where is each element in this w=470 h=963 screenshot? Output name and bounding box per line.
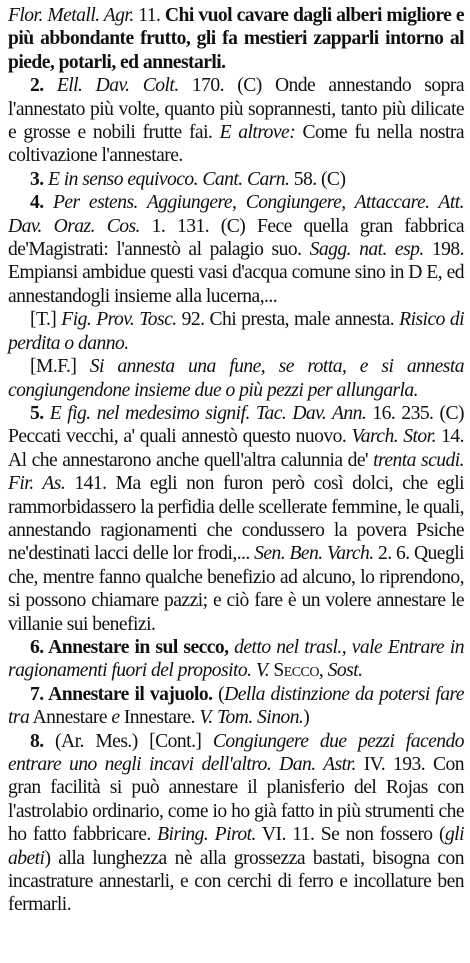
text-run: 170. (C) Onde annestando sopra l'annestato più volte, quanto più soprannesti, tanto più dilicate e grosse e nobili frutte fai. [8, 75, 464, 144]
entry-paragraph [8, 308, 464, 355]
text-run: trenta scudi. Fir. As. [8, 449, 464, 495]
entry-paragraph [8, 683, 464, 730]
entry-paragraph [8, 402, 464, 636]
entry-paragraph [8, 168, 464, 191]
text-run: [T.] [30, 309, 62, 331]
text-run: 6. Annestare in sul secco, [30, 636, 229, 658]
text-run: Sen. Ben. Varch. [254, 543, 374, 565]
text-run: 198. Empiansi ambidue questi vasi d'acqua comune sino in D E, ed annestandogli insieme alla lucerna,... [8, 239, 464, 307]
entry-paragraph [8, 4, 464, 74]
text-run: E fig. nel medesimo signif. Tac. Dav. Ann. [49, 402, 367, 424]
text-run: 14. Al che annestarono anche quell'altra calunnia de' [8, 426, 464, 471]
text-run: Fig. Prov. Tosc. [61, 309, 177, 331]
text-run: Flor. Metall. Agr. [8, 5, 134, 26]
text-run: VI. 11. Se non fossero ( [255, 824, 445, 846]
text-run: (Ar. Mes.) [Cont.] [55, 730, 213, 752]
text-run: Congiungere due pezzi facendo entrare uno negli incavi dell'altro. Dan. Astr. [8, 730, 464, 775]
text-run: 4. [30, 192, 53, 214]
text-run: e [111, 707, 120, 729]
text-run: gli abeti [8, 824, 464, 869]
text-run: Si annesta una fune, se rotta, e si annesta congiungendone insieme due o più pezzi per allungarla. [8, 356, 464, 401]
text-run: Varch. Stor. [351, 426, 436, 448]
text-run: Innestare. [119, 707, 200, 729]
text-run: ) [303, 707, 310, 729]
text-run: 1. 131. (C) Fece quella gran fabbrica de'Magistrati: l'annestò al palagio suo. [8, 215, 464, 261]
text-run: 8. [30, 730, 56, 752]
text-run: 2. [30, 75, 57, 97]
text-run: Chi vuol cavare dagli alberi migliore e più abbondante frutto, gli fa mestieri zapparli intorno al piede, potarli, ed annestarli. [8, 5, 464, 73]
text-run: Della distinzione da potersi fare tra [8, 683, 465, 729]
text-run: 58. (C) [289, 168, 346, 190]
text-run: 16. 235. (C) Peccati vecchi, a' quali annestò questo nuovo. [8, 402, 464, 448]
text-run: E in senso equivoco. Cant. Carn. [47, 168, 290, 190]
text-run: 2. 6. Quegli che, mentre fanno qualche benefizio ad alcuno, lo riprendono, si possono chiamare pazzi; e ciò fare è un volere annestare le villanie sui benefizi. [8, 543, 464, 635]
text-run: 141. Ma egli non furon però così dolci, che egli rammorbidassero la perfidia delle scellerate femmine, le quali, annestando ragionamenti che condussero la povera Psiche ne'destinati lacci delle lor frodi,... [8, 473, 464, 565]
text-run: Ell. Dav. Colt. [56, 75, 179, 97]
text-run: Sagg. nat. esp. [309, 239, 424, 261]
entry-paragraph [8, 355, 464, 402]
text-run: , [318, 660, 328, 682]
text-run: Sost. [327, 660, 363, 682]
entry-paragraph [8, 636, 464, 683]
text-run: 92. Chi presta, male annesta. [176, 309, 400, 331]
text-run: ) alla lunghezza nè alla grossezza bastati, bisogna con incastrature annestarli, e con cerchi di ferro e incollature ben fermarli. [8, 847, 464, 916]
text-run: Per estens. Aggiungere, Congiungere, Attaccare. Att. Dav. Oraz. Cos. [8, 192, 464, 237]
text-run: ( [212, 683, 225, 705]
text-run: 7. Annestare il vajuolo. [30, 683, 213, 705]
text-run: Annestare [29, 707, 112, 729]
text-run: Come fu nella nostra coltivazione l'annestare. [8, 122, 464, 167]
text-run: detto nel trasl., vale Entrare in ragionamenti fuori del proposito. V. [8, 636, 464, 682]
text-run: [M.F.] [30, 356, 90, 378]
text-run: IV. 193. Con gran facilità si può annestare il planisferio del Rojas con l'astrolabio ordinario, come io ho già fatto in più strumenti che ho fatto fabbricare. [8, 754, 465, 846]
text-run: V. Tom. Sinon. [199, 707, 304, 729]
text-run: 3. [30, 168, 48, 190]
text-run: Secco [273, 660, 319, 682]
entry-paragraph [8, 74, 464, 168]
text-run: 5. [30, 402, 50, 424]
text-run: Biring. Pirot. [157, 824, 256, 846]
entry-paragraph [8, 191, 464, 308]
text-run: E altrove: [219, 122, 296, 144]
text-run: Risico di perdita o danno. [8, 309, 464, 354]
entry-paragraph [8, 730, 464, 917]
text-run: 11. [133, 5, 165, 26]
